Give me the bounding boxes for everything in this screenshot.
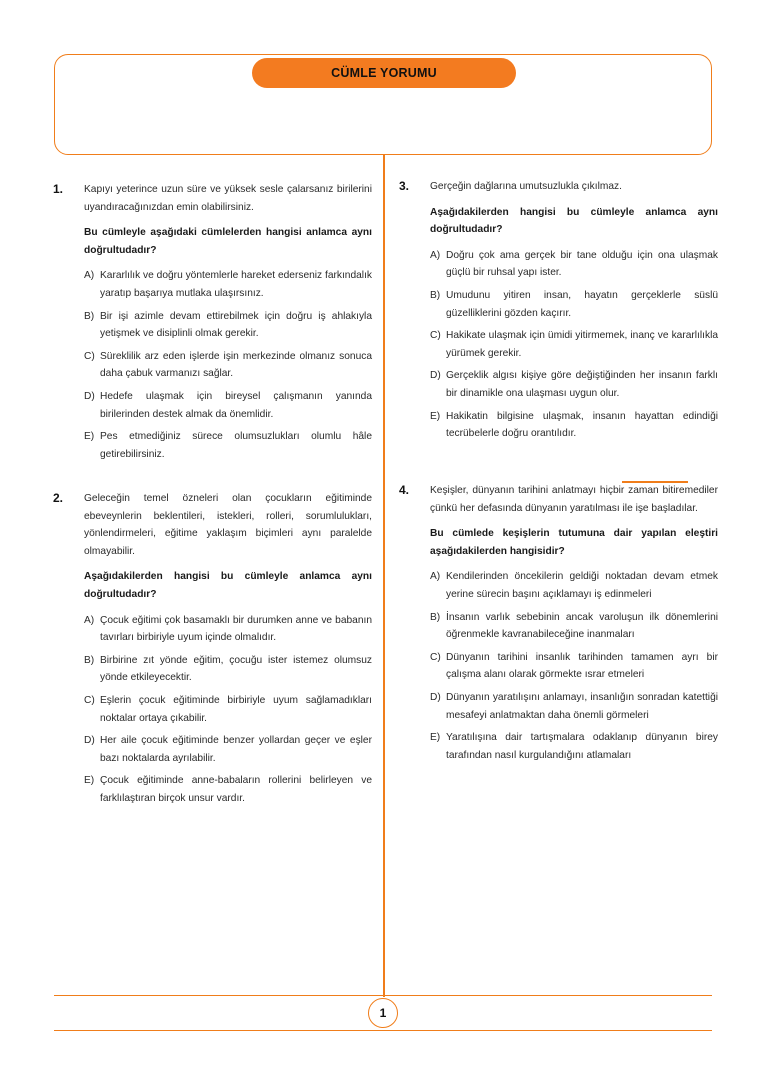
option-e[interactable] [84,428,372,463]
option-letter: C) [84,350,95,362]
page-number: 1 [368,998,398,1028]
option-letter: D) [430,691,441,703]
option-text: Bir işi azimle devam ettirebilmek için doğru iş ahlakıyla yetişmek ve disiplinli olmak gerekir. [100,310,372,340]
page-title: CÜMLE YORUMU [252,58,516,88]
option-letter: A) [84,614,95,626]
option-letter: B) [84,310,95,322]
option-text: Birbirine zıt yönde eğitim, çocuğu ister istemez olumsuz yönde etkileyecektir. [100,654,372,684]
question-stem: Kapıyı yeterince uzun süre ve yüksek sesle çalarsanız birilerini uyandıracağınızdan emin olabilirsiniz. [84,184,372,213]
option-c[interactable] [84,348,372,383]
option-letter: A) [430,249,441,261]
option-text: Umudunu yitiren insan, hayatın gerçeklerle süslü güzelliklerini gözden kaçırır. [446,289,718,319]
option-b[interactable] [430,287,718,322]
question-1 [53,181,372,468]
question-prompt: Bu cümlede keşişlerin tutumuna dair yapılan eleştiri aşağıdakilerden hangisidir? [430,528,718,557]
question-3 [399,178,718,448]
option-b[interactable] [84,652,372,687]
option-e[interactable] [430,729,718,764]
option-d[interactable] [84,388,372,423]
option-letter: E) [430,732,441,744]
option-text: Hakikate ulaşmak için ümidi yitirmemek, inanç ve kararlılıkla yürümek gerekir. [446,330,718,359]
option-text: İnsanın varlık sebebinin ancak varoluşun ilk dönemlerini öğrenmekle kavranabileceğine inanmaları [446,611,718,641]
option-letter: D) [430,370,441,382]
option-letter: A) [430,571,441,583]
option-letter: B) [430,289,441,301]
option-c[interactable] [430,327,718,362]
option-text: Çocuk eğitimi çok basamaklı bir durumken anne ve babanın tavırları birbiriyle uyum içinde olmalıdır. [100,614,372,644]
question-number: 3. [399,179,410,193]
question-stem: Gerçeğin dağlarına umutsuzlukla çıkılmaz. [430,181,622,192]
option-text: Kendilerinden öncekilerin geldiği noktadan devam etmek yerine sürecin başını açıklamayı iş edinmeleri [446,571,718,600]
question-prompt: Aşağıdakilerden hangisi bu cümleyle anlamca aynı doğrultudadır? [430,206,718,236]
option-a[interactable] [84,612,372,647]
question-stem: Geleceğin temel özneleri olan çocukların eğitiminde ebeveynlerin beklentileri, istekleri, rolleri, sorumlulukları, yönlendirmeleri, eğitime yaklaşım biçimleri aynı paralelde olmayabilir. [84,493,372,557]
option-d[interactable] [430,367,718,402]
option-letter: B) [84,654,95,666]
question-number: 4. [399,483,410,497]
question-prompt: Aşağıdakilerden hangisi bu cümleyle anlamca aynı doğrultudadır? [84,571,372,600]
question-number: 2. [53,491,64,505]
option-text: Her aile çocuk eğitiminde benzer yollardan geçer ve eşler bazı noktalarda ayrılabilir. [100,735,372,764]
question-4 [399,482,718,769]
option-text: Dünyanın yaratılışını anlamayı, insanlığın sonradan katettiği mesafeyi anlatmaktan daha önemli görmeleri [446,691,718,721]
option-letter: E) [84,775,95,787]
option-c[interactable] [84,692,372,727]
option-text: Yaratılışına dair tartışmalara odaklanıp dünyanın birey tarafından nasıl kurgulandığını atlamaları [446,732,718,761]
option-letter: C) [430,651,441,663]
option-letter: C) [430,330,441,342]
option-e[interactable] [430,408,718,443]
option-c[interactable] [430,649,718,684]
option-text: Hedefe ulaşmak için bireysel çalışmanın yanında birilerinden destek almak da önemlidir. [100,390,372,420]
option-letter: A) [84,270,95,282]
question-stem: Keşişler, dünyanın tarihini anlatmayı hiçbir zaman bitiremediler çünkü her defasında dünyanın yaratılması ile işe başladılar. [430,485,718,514]
option-text: Süreklilik arz eden işlerde işin merkezinde olmanız sonuca daha çabuk varmanızı sağlar. [100,350,372,380]
footer-line-top [54,995,712,996]
option-text: Çocuk eğitiminde anne-babaların rollerini belirleyen ve farklılaştıran birçok unsur vardır. [100,775,372,804]
question-number: 1. [53,182,64,196]
option-letter: D) [84,735,95,747]
footer-line-bottom [54,1030,712,1031]
option-text: Eşlerin çocuk eğitiminde birbiriyle uyum sağlamadıkları noktalar ortaya çıkabilir. [100,694,372,724]
option-text: Kararlılık ve doğru yöntemlerle hareket ederseniz farkındalık yaratıp başarıya mutlaka ulaşırsınız. [100,270,372,299]
option-text: Dünyanın tarihini insanlık tarihinden tamamen ayrı bir çalışma alanı olarak görmekte ısrar etmeleri [446,651,718,681]
option-letter: C) [84,694,95,706]
option-text: Pes etmediğiniz sürece olumsuzlukları olumlu hâle getirebilirsiniz. [100,431,372,460]
option-a[interactable] [430,568,718,603]
option-letter: D) [84,390,95,402]
question-prompt: Bu cümleyle aşağıdaki cümlelerden hangisi anlamca aynı doğrultudadır? [84,227,372,256]
column-divider [383,155,385,997]
option-d[interactable] [430,689,718,724]
option-b[interactable] [430,609,718,644]
option-e[interactable] [84,772,372,807]
option-letter: E) [84,431,95,443]
option-text: Hakikatin bilgisine ulaşmak, insanın hayattan edindiği tecrübelerle doğru orantılıdır. [446,410,718,440]
option-text: Gerçeklik algısı kişiye göre değiştiğinden her insanın farklı bir dinamikle ona ulaşması uygun olur. [446,370,718,399]
option-a[interactable] [430,247,718,282]
option-letter: E) [430,410,441,422]
option-letter: B) [430,611,441,623]
option-d[interactable] [84,732,372,767]
option-text: Doğru çok ama gerçek bir tane olduğu için ona ulaşmak güçlü bir ruhsal yapı ister. [446,249,718,279]
option-a[interactable] [84,267,372,302]
question-2 [53,490,372,813]
option-b[interactable] [84,308,372,343]
